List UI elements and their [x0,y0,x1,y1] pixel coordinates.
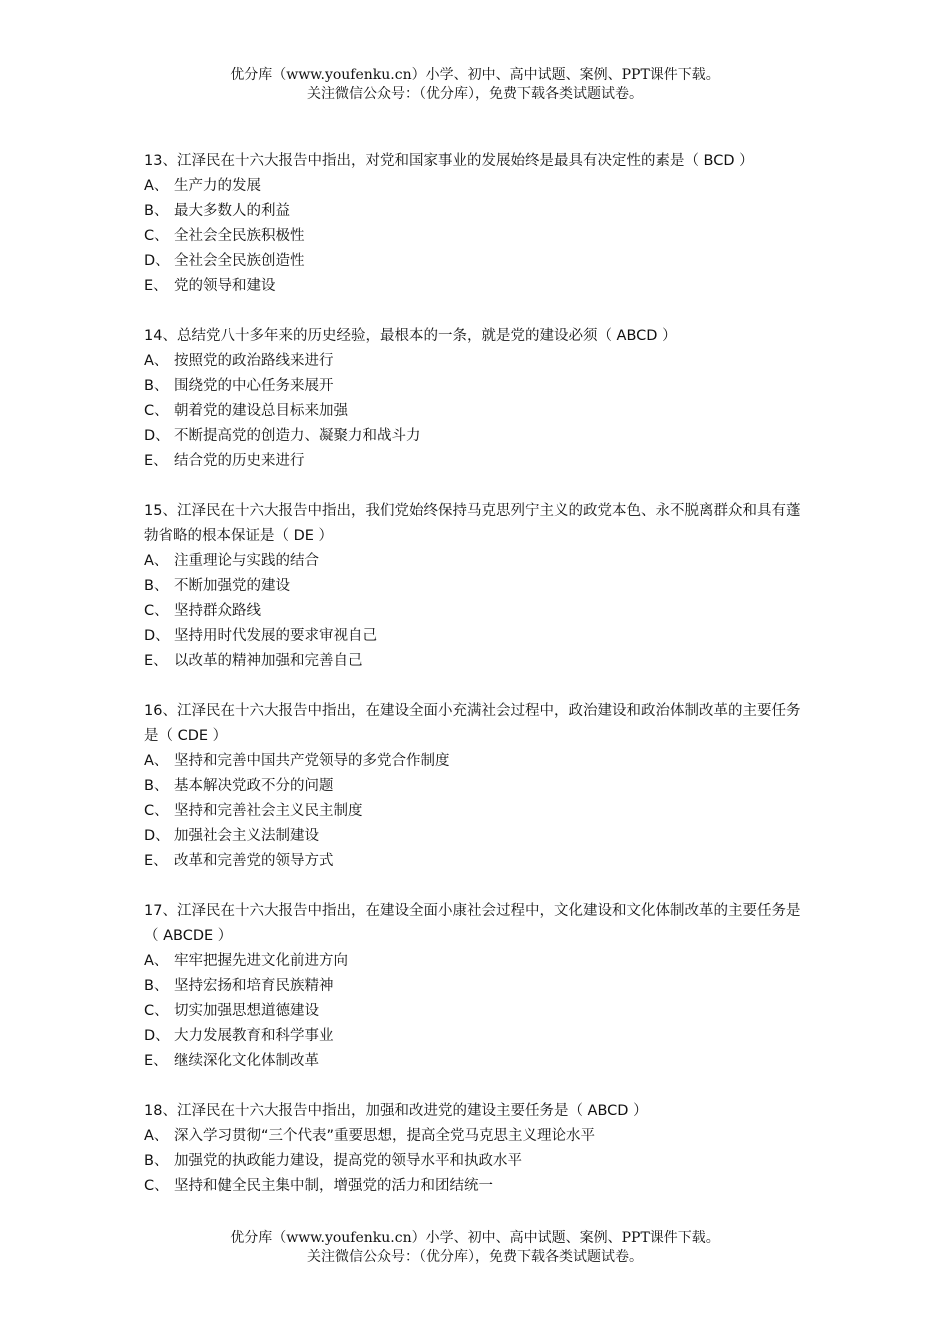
option-a [144,349,808,374]
option-text: 按照党的政治路线来进行 [174,353,334,369]
question-13 [144,149,808,299]
option-c [144,999,808,1024]
option-letter: A、 [144,178,169,194]
footer-line-2: 关注微信公众号：（优分库），免费下载各类试题试卷。 [307,1249,643,1265]
option-text: 最大多数人的利益 [174,203,290,219]
option-e [144,649,808,674]
option-letter: D、 [144,1028,170,1044]
option-letter: C、 [144,1178,169,1194]
option-text: 全社会全民族创造性 [174,253,305,269]
option-letter: E、 [144,278,168,294]
option-text: 结合党的历史来进行 [174,453,305,469]
option-letter: A、 [144,953,169,969]
option-text: 深入学习贯彻“三个代表”重要思想，提高全党马克思主义理论水平 [174,1128,596,1144]
option-text: 改革和完善党的领导方式 [174,853,334,869]
option-e [144,274,808,299]
option-text: 加强党的执政能力建设，提高党的领导水平和执政水平 [174,1153,522,1169]
option-letter: D、 [144,628,170,644]
option-text: 切实加强思想道德建设 [174,1003,319,1019]
option-b [144,374,808,399]
option-b [144,199,808,224]
option-letter: B、 [144,1153,169,1169]
option-a [144,749,808,774]
option-text: 加强社会主义法制建设 [174,828,319,844]
page-footer [0,1229,950,1267]
option-text: 朝着党的建设总目标来加强 [174,403,348,419]
footer-line-1: 优分库（www.youfenku.cn）小学、初中、高中试题、案例、PPT课件下载。 [230,1230,720,1246]
question-stem: 15、江泽民在十六大报告中指出，我们党始终保持马克思列宁主义的政党本色、永不脱离群众和具有蓬勃省略的根本保证是（ DE ） [144,503,801,544]
option-text: 继续深化文化体制改革 [174,1053,319,1069]
option-text: 基本解决党政不分的问题 [174,778,334,794]
question-18 [144,1099,808,1199]
page-header [0,66,950,104]
option-a [144,174,808,199]
header-line-2: 关注微信公众号：（优分库），免费下载各类试题试卷。 [307,86,643,102]
option-text: 坚持用时代发展的要求审视自己 [174,628,377,644]
option-letter: B、 [144,578,169,594]
option-letter: E、 [144,1053,168,1069]
option-letter: E、 [144,653,168,669]
option-text: 党的领导和建设 [174,278,276,294]
option-text: 注重理论与实践的结合 [174,553,319,569]
option-e [144,449,808,474]
question-stem: 14、总结党八十多年来的历史经验，最根本的一条，就是党的建设必须（ ABCD ） [144,328,677,344]
option-letter: A、 [144,1128,169,1144]
option-letter: E、 [144,853,168,869]
option-letter: C、 [144,228,169,244]
option-d [144,824,808,849]
option-d [144,424,808,449]
option-e [144,1049,808,1074]
question-stem: 18、江泽民在十六大报告中指出，加强和改进党的建设主要任务是（ ABCD ） [144,1103,648,1119]
option-text: 以改革的精神加强和完善自己 [174,653,363,669]
option-d [144,624,808,649]
option-letter: B、 [144,978,169,994]
option-text: 不断提高党的创造力、凝聚力和战斗力 [174,428,421,444]
option-text: 不断加强党的建设 [174,578,290,594]
option-text: 生产力的发展 [174,178,261,194]
question-stem: 17、江泽民在十六大报告中指出，在建设全面小康社会过程中，文化建设和文化体制改革的主要任务是（ ABCDE ） [144,903,801,944]
option-c [144,224,808,249]
option-b [144,974,808,999]
option-letter: B、 [144,778,169,794]
question-15 [144,499,808,674]
option-letter: C、 [144,1003,169,1019]
option-text: 围绕党的中心任务来展开 [174,378,334,394]
option-text: 大力发展教育和科学事业 [174,1028,334,1044]
option-letter: D、 [144,828,170,844]
option-b [144,574,808,599]
option-letter: C、 [144,403,169,419]
question-17 [144,899,808,1074]
option-c [144,799,808,824]
option-b [144,1149,808,1174]
option-d [144,1024,808,1049]
option-c [144,599,808,624]
question-list [144,149,808,1199]
option-text: 坚持和完善中国共产党领导的多党合作制度 [174,753,450,769]
option-text: 坚持群众路线 [174,603,261,619]
option-letter: C、 [144,803,169,819]
option-letter: A、 [144,753,169,769]
option-letter: B、 [144,203,169,219]
header-line-1: 优分库（www.youfenku.cn）小学、初中、高中试题、案例、PPT课件下载。 [230,67,720,83]
question-16 [144,699,808,874]
option-letter: D、 [144,253,170,269]
option-d [144,249,808,274]
option-c [144,399,808,424]
option-b [144,774,808,799]
option-letter: E、 [144,453,168,469]
option-e [144,849,808,874]
option-a [144,949,808,974]
option-letter: B、 [144,378,169,394]
option-text: 坚持宏扬和培育民族精神 [174,978,334,994]
option-letter: D、 [144,428,170,444]
option-a [144,549,808,574]
option-a [144,1124,808,1149]
option-letter: C、 [144,603,169,619]
question-14 [144,324,808,474]
option-c [144,1174,808,1199]
option-letter: A、 [144,553,169,569]
option-text: 坚持和完善社会主义民主制度 [174,803,363,819]
question-stem: 13、江泽民在十六大报告中指出，对党和国家事业的发展始终是最具有决定性的素是（ BCD ） [144,153,754,169]
option-text: 全社会全民族积极性 [174,228,305,244]
option-text: 坚持和健全民主集中制，增强党的活力和团结统一 [174,1178,493,1194]
question-stem: 16、江泽民在十六大报告中指出，在建设全面小充满社会过程中，政治建设和政治体制改革的主要任务是（ CDE ） [144,703,801,744]
option-letter: A、 [144,353,169,369]
option-text: 牢牢把握先进文化前进方向 [174,953,348,969]
